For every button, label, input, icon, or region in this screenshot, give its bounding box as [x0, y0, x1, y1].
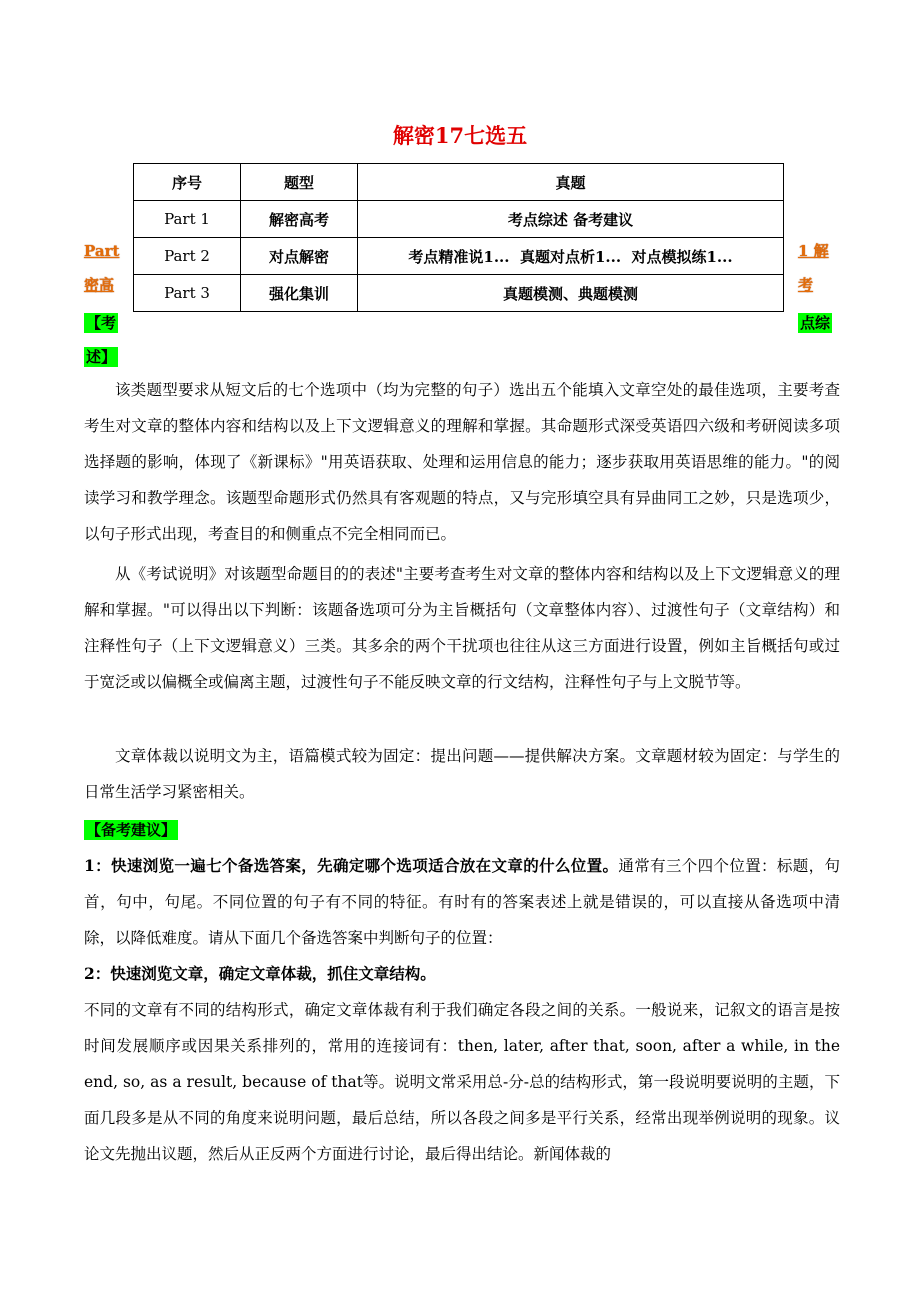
type-cell: 强化集训 [241, 275, 358, 312]
table-row [134, 201, 784, 238]
suggestion-1 [84, 848, 840, 956]
suggestion-2-body: 不同的文章有不同的结构形式，确定文章体裁有利于我们确定各段之间的关系。一般说来，记叙文的语言是按时间发展顺序或因果关系排列的，常用的连接词有：then, later, after that, soon, after a while, in the end, so, as a result, because of that等。说明文常采用总-分-总的结构形式，第一段说明要说明的主题，下面几段多是从不同的角度来说明问题，最后总结，所以各段之间多是平行关系，经常出现举例说明的现象。议论文先抛出议题，然后从正反两个方面进行讨论，最后得出结论。新闻体裁的 [84, 1001, 840, 1163]
kaodian-tag-right: 点综 [800, 314, 831, 332]
part-cell: Part 3 [134, 275, 241, 312]
side-label-right: 1 解 [798, 242, 829, 260]
side-label-left-2: 密高 [84, 276, 115, 294]
paragraph-1: 该类题型要求从短文后的七个选项中（均为完整的句子）选出五个能填入文章空处的最佳选项，主要考查考生对文章的整体内容和结构以及上下文逻辑意义的理解和掌握。其命题形式深受英语四六级和考研阅读多项选择题的影响，体现了《新课标》"用英语获取、处理和运用信息的能力；逐步获取用英语思维的能力。"的阅读学习和教学理念。该题型命题形式仍然具有客观题的特点，又与完形填空具有异曲同工之妙，只是选项少，以句子形式出现，考查目的和侧重点不完全相同而已。 [84, 381, 840, 543]
side-label-right-2: 考 [798, 276, 814, 294]
side-label-left: Part [84, 242, 120, 260]
paragraph-3: 文章体裁以说明文为主，语篇模式较为固定：提出问题——提供解决方案。文章题材较为固定：与学生的日常生活学习紧密相关。 [84, 747, 840, 801]
content-cell: 考点精准说1... 真题对点析1... 对点模拟练1... [358, 238, 784, 275]
paragraph-2: 从《考试说明》对该题型命题目的的表述"主要考查考生对文章的整体内容和结构以及上下文逻辑意义的理解和掌握。"可以得出以下判断：该题备选项可分为主旨概括句（文章整体内容）、过渡性句子（文章结构）和注释性句子（上下文逻辑意义）三类。其多余的两个干扰项也往往从这三方面进行设置，例如主旨概括句或过于宽泛或以偏概全或偏离主题，过渡性句子不能反映文章的行文结构，注释性句子与上文脱节等。 [84, 565, 840, 691]
header-cell: 序号 [134, 164, 241, 201]
header-cell: 真题 [358, 164, 784, 201]
type-cell: 解密高考 [241, 201, 358, 238]
part-cell: Part 2 [134, 238, 241, 275]
content-cell: 真题模测、典题模测 [358, 275, 784, 312]
table-header-row [134, 164, 784, 201]
content-cell: 考点综述 备考建议 [358, 201, 784, 238]
suggestion-1-heading: 1：快速浏览一遍七个备选答案，先确定哪个选项适合放在文章的什么位置。 [84, 856, 619, 875]
suggestion-2-heading: 2：快速浏览文章，确定文章体裁，抓住文章结构。 [84, 964, 436, 983]
table-row [134, 275, 784, 312]
suggestion-1-body: 通常有三个四个位置：标题，句首，句中，句尾。不同位置的句子有不同的特征。有时有的答案表述上就是错误的，可以直接从备选项中清除，以降低难度。请从下面几个备选答案中判断句子的位置： [84, 857, 840, 947]
part-cell: Part 1 [134, 201, 241, 238]
beikao-tag: 【备考建议】 [86, 821, 177, 839]
kaodian-tag-left: 【考 [86, 314, 117, 332]
kaodian-tag-left-2: 述】 [86, 348, 117, 366]
page-title: 解密17七选五 [392, 123, 528, 148]
header-cell: 题型 [241, 164, 358, 201]
table-row [134, 238, 784, 275]
contents-table [133, 163, 784, 312]
type-cell: 对点解密 [241, 238, 358, 275]
